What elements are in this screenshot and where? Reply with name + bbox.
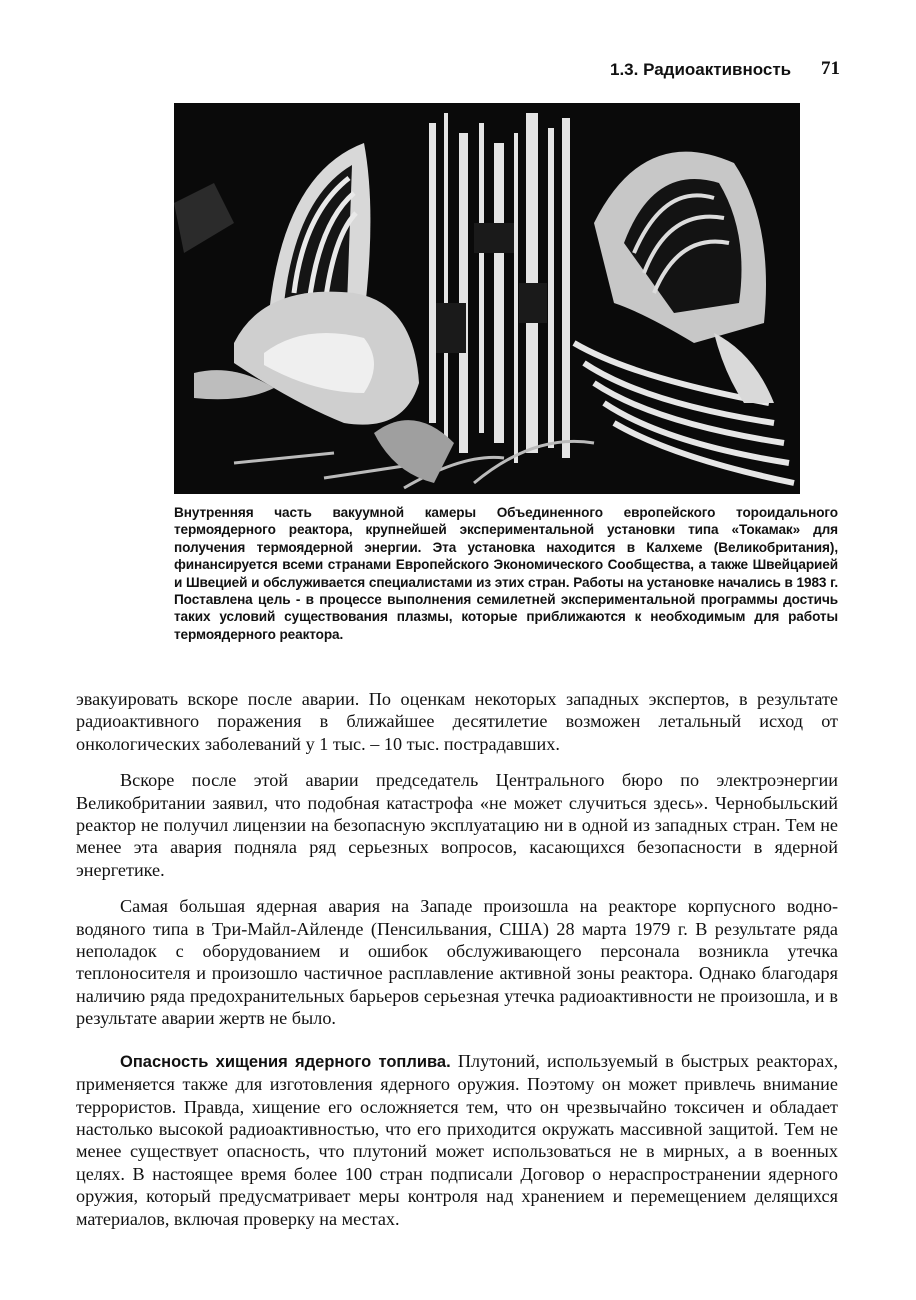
- main-text: [76, 688, 838, 1244]
- paragraph-3: Самая большая ядерная авария на Западе произошла на реакторе корпусного водно-водяного типа в Три-Майл-Айленде (Пенсильвания, США) 28 марта 1979 г. В результате ряда неполадок с оборудованием и ошибок обслуживающего персонала возникла утечка теплоносителя и произошло частичное расплавление активной зоны реактора. Однако благодаря наличию ряда предохранительных барьеров серьезная утечка радиоактивности не произошла, и в результате аварии жертв не было.: [76, 896, 838, 1029]
- section-title: 1.3. Радиоактивность: [610, 60, 792, 79]
- tokamak-photo: [174, 103, 800, 494]
- paragraph-4-text: Плутоний, используемый в быстрых реакторах, применяется также для изготовления ядерного оружия. Поэтому он может привлечь внимание террористов. Правда, хищение его осложняется тем, что он чрезвычайно токсичен и обладает настолько высокой радиоактивностью, что его приходится окружать массивной защитой. Тем не менее существует опасность, что плутоний может использоваться не в мирных, а в военных целях. В настоящее время более 100 стран подписали Договор о нераспространении ядерного оружия, который предусматривает меры контроля над хранением и перемещением делящихся материалов, включая проверку на местах.: [76, 1050, 838, 1229]
- page-number: 71: [821, 58, 840, 79]
- running-head: [610, 60, 840, 84]
- figure-caption: Внутренняя часть вакуумной камеры Объединенного европейского тороидального термоядерного реактора, крупнейшей экспериментальной установки типа «Токамак» для получения термоядерной энергии. Эта установка находится в Калхеме (Великобритания), финансируется всеми странами Европейского Экономического Сообщества, а также Швейцарией и Швецией и обслуживается специалистами из этих стран. Работы на установке начались в 1983 г. Поставлена цель - в процессе выполнения семилетней экспериментальной программы достичь таких условий существования плазмы, которые приближаются к необходимым для работы термоядерного реактора.: [174, 505, 838, 642]
- paragraph-4: [76, 1050, 838, 1230]
- paragraph-2: Вскоре после этой аварии председатель Центрального бюро по электроэнергии Великобритании заявил, что подобная катастрофа «не может случиться здесь». Чернобыльский реактор не получил лицензии на безопасную эксплуатацию ни в одной из западных стран. Тем не менее эта авария подняла ряд серьезных вопросов, касающихся безопасности в ядерной энергетике.: [76, 770, 838, 880]
- paragraph-1: эвакуировать вскоре после аварии. По оценкам некоторых западных экспертов, в результате радиоактивного поражения в ближайшее десятилетие возможен летальный исход от онкологических заболеваний у 1 тыс. – 10 тыс. пострадавших.: [76, 689, 838, 754]
- run-in-heading: Опасность хищения ядерного топлива.: [120, 1052, 451, 1071]
- tokamak-vacuum-chamber-photo-icon: [174, 103, 800, 494]
